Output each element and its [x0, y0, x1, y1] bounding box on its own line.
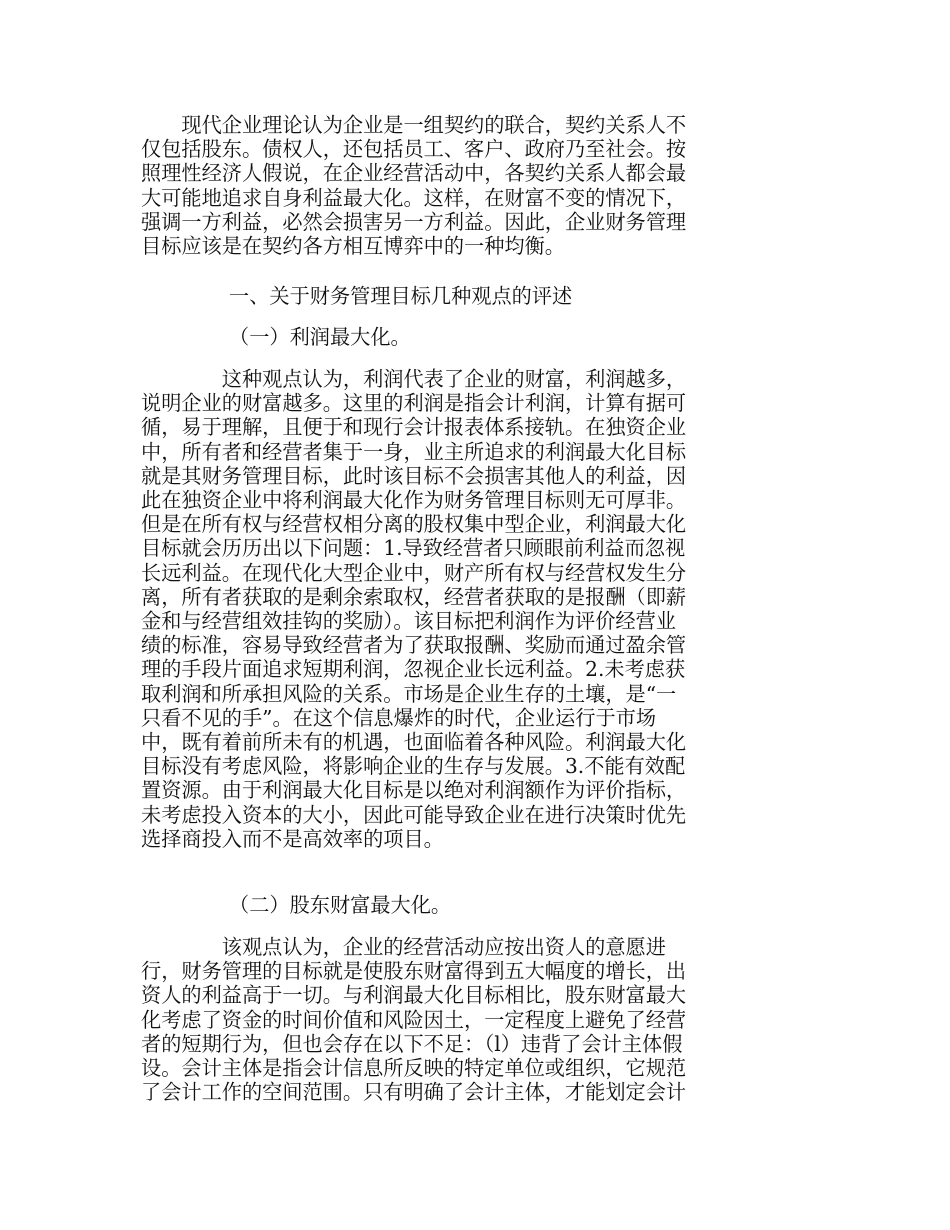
- text-line: 选择商投入而不是高效率的项目。: [141, 826, 444, 851]
- text-line: 金和与经营组效挂钩的奖励）。该目标把利润作为评价经营业: [141, 609, 676, 634]
- text-line: 大可能地追求自身利益最大化。这样，在财富不变的情况下，: [141, 185, 687, 210]
- text-line: 中，所有者和经营者集于一身，业主所追求的利润最大化目标: [141, 439, 687, 464]
- text-line: 未考虑投入资本的大小，因此可能导致企业在进行决策时优先: [141, 802, 687, 827]
- text-line: 设。会计主体是指会计信息所反映的特定单位或组织，它规范: [141, 1056, 687, 1081]
- text-line: 照理性经济人假说，在企业经营活动中，各契约关系人都会最: [141, 161, 687, 186]
- text-line: 就是其财务管理目标，此时该目标不会损害其他人的利益，因: [141, 463, 687, 488]
- intro-paragraph: [141, 113, 741, 258]
- text-line: 取利润和所承担风险的关系。市场是企业生存的土壤，是“一: [141, 681, 677, 706]
- text-line: 现代企业理论认为企业是一组契约的联合，契约关系人不: [141, 113, 687, 137]
- text-line: 只看不见的手”。在这个信息爆炸的时代，企业运行于市场: [141, 705, 657, 730]
- subsection-heading-shareholder: （二）股东财富最大化。: [229, 893, 452, 917]
- text-line: 此在独资企业中将利润最大化作为财务管理目标则无可厚非。: [141, 488, 687, 513]
- text-line: 仅包括股东。债权人，还包括员工、客户、政府乃至社会。按: [141, 137, 687, 162]
- text-line: 置资源。由于利润最大化目标是以绝对利润额作为评价指标，: [141, 778, 687, 803]
- section-heading: 一、关于财务管理目标几种观点的评述: [229, 284, 573, 308]
- text-line: 但是在所有权与经营权相分离的股权集中型企业，利润最大化: [141, 512, 687, 537]
- text-line: 了会计工作的空间范围。只有明确了会计主体，才能划定会计: [141, 1080, 687, 1105]
- text-line: 这种观点认为，利润代表了企业的财富，利润越多，: [141, 367, 687, 391]
- text-line: 化考虑了资金的时间价值和风险因土，一定程度上避免了经营: [141, 1007, 687, 1032]
- text-line: 绩的标准，容易导致经营者为了获取报酬、奖励而通过盈余管: [141, 633, 687, 658]
- text-line: 长远利益。在现代化大型企业中，财产所有权与经营权发生分: [141, 560, 687, 585]
- profit-maximization-paragraph: [141, 367, 741, 851]
- text-line: 目标没有考虑风险，将影响企业的生存与发展。3.不能有效配: [141, 754, 686, 779]
- text-line: 该观点认为，企业的经营活动应按出资人的意愿进: [141, 935, 666, 959]
- text-line: 循，易于理解，且便于和现行会计报表体系接轨。在独资企业: [141, 415, 687, 440]
- text-line: 行，财务管理的目标就是使股东财富得到五大幅度的增长，出: [141, 959, 687, 984]
- shareholder-wealth-paragraph: [141, 935, 741, 1104]
- text-line: 理的手段片面追求短期利润，忽视企业长远利益。2.未考虑获: [141, 657, 686, 682]
- text-line: 者的短期行为，但也会存在以下不足：（l）违背了会计主体假: [141, 1031, 683, 1056]
- text-line: 离，所有者获取的是剩余索取权，经营者获取的是报酬（即薪: [141, 584, 687, 609]
- text-line: 强调一方利益，必然会损害另一方利益。因此，企业财务管理: [141, 209, 687, 234]
- text-line: 中，既有着前所未有的机遇，也面临着各种风险。利润最大化: [141, 730, 687, 755]
- text-line: 资人的利益高于一切。与利润最大化目标相比，股东财富最大: [141, 983, 687, 1008]
- text-line: 目标应该是在契约各方相互博弈中的一种均衡。: [141, 234, 565, 259]
- subsection-heading-profit: （一）利润最大化。: [229, 325, 411, 349]
- text-line: 说明企业的财富越多。这里的利润是指会计利润，计算有据可: [141, 391, 687, 416]
- text-line: 目标就会历历出以下问题：1.导致经营者只顾眼前利益而忽视: [141, 536, 686, 561]
